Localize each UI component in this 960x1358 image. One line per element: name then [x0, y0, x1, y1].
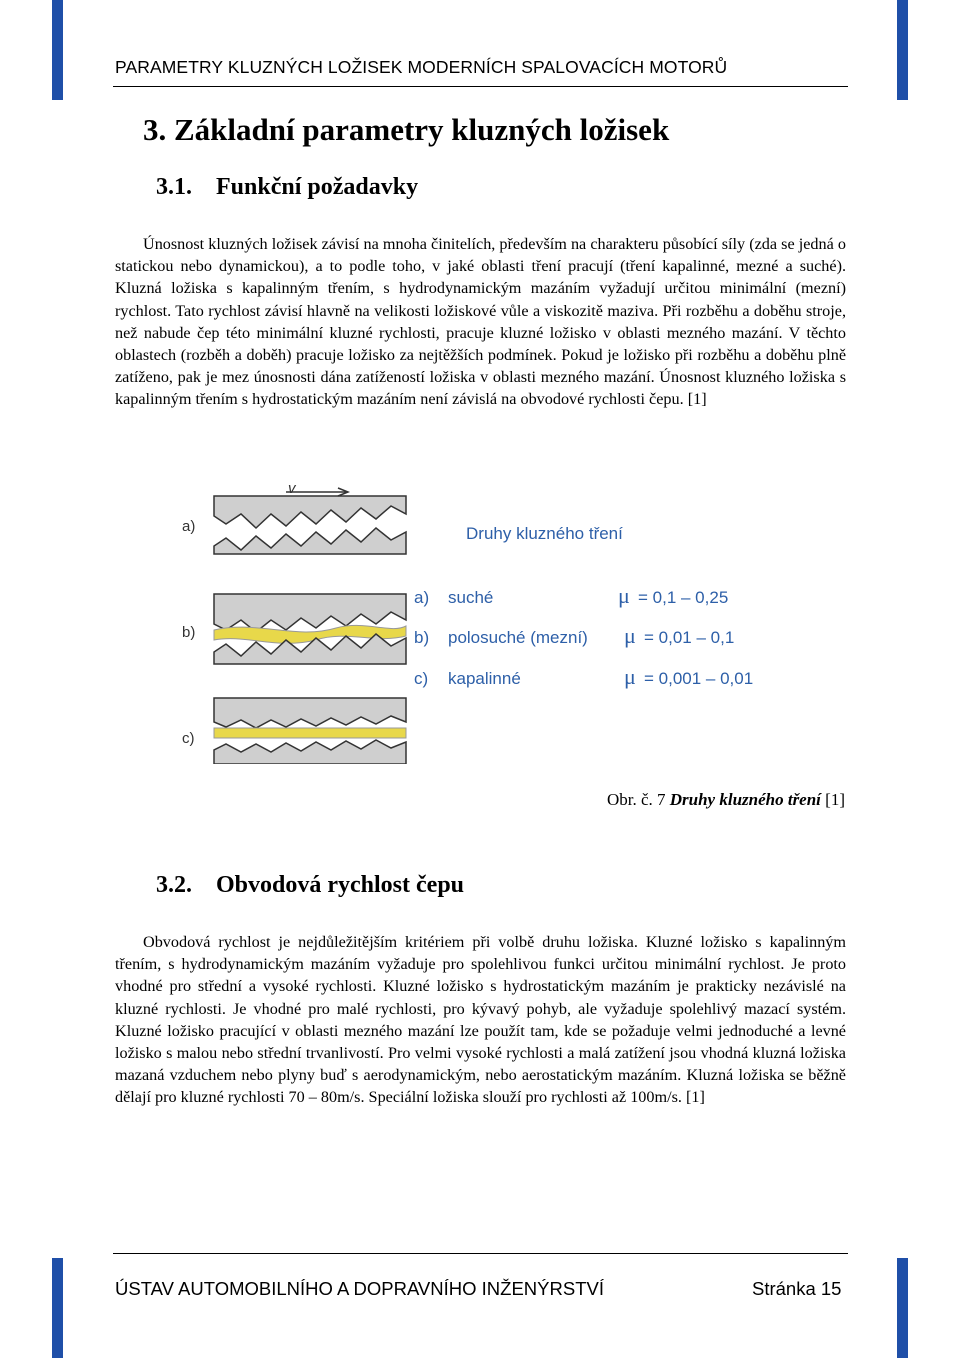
friction-surfaces-illustration: [176, 484, 429, 764]
left-accent-bar-top: [52, 0, 63, 100]
paragraph-functional-requirements: [115, 233, 846, 411]
boundary-friction-sketch: [214, 594, 406, 664]
caption-prefix: Obr. č. 7: [606, 790, 666, 809]
mu-symbol: μ: [618, 583, 630, 608]
footer-rule: [113, 1253, 848, 1254]
mu-symbol: μ: [624, 623, 636, 648]
row-letter: a): [414, 588, 430, 607]
left-accent-bar-bottom: [52, 1258, 63, 1358]
row-name: polosuché (mezní): [448, 628, 588, 647]
caption-reference: [1]: [825, 790, 845, 809]
paragraph-text: Únosnost kluzných ložisek závisí na mnoha činitelích, především na charakteru působící síly (zda se jedná o statickou nebo dynamickou), a to podle toho, v jaké oblasti tření pracují (tření kapalinné, mezné a suché). Kluzná ložiska s kapalinným třením, s hydrodynamickým mazáním vyžadují určitou minimální (mezní) rychlost. Tato rychlost závisí hlavně na velikosti ložiskové vůle a viskozitě maziva. Při rozběhu a doběhu stroje, než nabude čep této minimální kluzné rychlosti, pracuje kluzné ložisko v oblasti mezného mazání. V těchto oblastech (rozběh a doběh) pracuje ložisko za nejtěžších podmínek. Pokud je ložisko při rozběhu a doběhu plně zatíženo, pak je mez únosnosti dána zatížeností ložiska v oblasti mezného mazání. Únosnost kluzného ložiska s kapalinným třením s hydrostatickým mazáním není závislá na obvodové rychlosti čepu. [1]: [115, 235, 846, 409]
row-letter: b): [414, 628, 430, 647]
caption-title: Druhy kluzného tření: [669, 790, 821, 809]
figure-caption: [607, 790, 845, 810]
dry-friction-sketch: [214, 488, 406, 554]
figure-heading: Druhy kluzného tření: [466, 524, 623, 543]
section-heading-functional-requirements: [156, 174, 418, 201]
section-heading-peripheral-speed: [156, 872, 464, 899]
paragraph-text: Obvodová rychlost je nejdůležitějším kritériem při volbě druhu ložiska. Kluzné ložisko s kapalinným třením, s hydrodynamickým mazáním vyžaduje pro spolehlivou funkci určitou minimální rychlost. Je proto vhodné pro střední a vysoké rychlosti. Kluzné ložisko s hydrostatickým mazáním je prakticky nezávislé na kluzné rychlosti. Je vhodné pro malé rychlosti, pro kývavý pohyb, ale vyžaduje spolehlivý mazací systém. Kluzné ložisko pracující v oblasti mezného mazání lze použít tam, kde se požaduje velmi jednoduché a levné ložisko s malou nebo střední trvanlivostí. Pro velmi vysoké rychlosti a malá zatížení jsou vhodná kluzná ložiska mazaná vzduchem nebo plyny buď s aerodynamickým, nebo aerostatickým mazáním. Kluzná ložiska se běžně dělají pro kluzné rychlosti 70 – 80m/s. Speciální ložiska slouží pro rychlosti až 100m/s. [1]: [115, 933, 846, 1107]
section-title: Funkční požadavky: [216, 174, 419, 200]
section-number: 3.2.: [156, 872, 192, 898]
sketch-label-b: b): [182, 624, 196, 641]
row-name: suché: [448, 588, 494, 607]
sketch-label-c: c): [182, 730, 195, 747]
running-header: PARAMETRY KLUZNÝCH LOŽISEK MODERNÍCH SPALOVACÍCH MOTORŮ: [115, 57, 728, 77]
mu-symbol: μ: [624, 664, 636, 689]
section-title: Obvodová rychlost čepu: [216, 872, 465, 898]
fluid-friction-sketch: [214, 698, 406, 764]
section-number: 3.1.: [156, 174, 192, 200]
chapter-title: 3. Základní parametry kluzných ložisek: [143, 112, 670, 147]
row-coefficient: = 0,01 – 0,1: [644, 628, 735, 647]
header-rule: [113, 86, 848, 87]
paragraph-peripheral-speed: [115, 931, 846, 1109]
row-coefficient: = 0,1 – 0,25: [638, 588, 729, 607]
velocity-label: v: [288, 480, 296, 497]
right-accent-bar-top: [897, 0, 908, 100]
footer-institute: ÚSTAV AUTOMOBILNÍHO A DOPRAVNÍHO INŽENÝRSTVÍ: [115, 1278, 604, 1299]
friction-types-figure: [176, 480, 796, 764]
right-accent-bar-bottom: [897, 1258, 908, 1358]
row-coefficient: = 0,001 – 0,01: [644, 669, 754, 688]
sketch-label-a: a): [182, 518, 196, 535]
row-letter: c): [414, 669, 429, 688]
footer-page-number: Stránka 15: [752, 1278, 842, 1299]
row-name: kapalinné: [448, 669, 521, 688]
